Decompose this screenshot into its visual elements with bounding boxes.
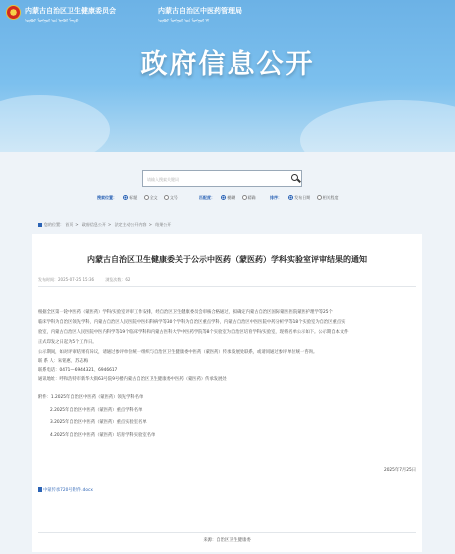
body-paragraph: 公示期间，如对评审结果有异议，请通过参评单位统一组织与自治区卫生健康委中医药（蒙医药）传承发展处联系，或请同通过参评单位统一咨询。 (38, 350, 318, 355)
breadcrumb-statutory[interactable]: 法定主动公开内容 (114, 222, 147, 227)
article-card (32, 234, 422, 552)
contact-address: 通讯地址：呼和浩特市新华大街63号院9号楼内蒙古自治区卫生健康委中医药（蒙医药）传承发展处 (38, 377, 227, 382)
dept-name-tcm-bureau[interactable]: 内蒙古自治区中医药管理局 ᠥᠪᠥᠷ ᠮᠣᠩᠭᠣᠯ ᠤᠨ ᠮᠣᠩᠭᠣᠯ ᠡᠮ (158, 7, 242, 23)
attachment-link[interactable]: 1.2025年自治区中医药（蒙医药）领先学科名单 (50, 395, 144, 400)
sign-date: 2025年7月25日 (383, 468, 416, 473)
body-paragraph: 正式印发之日起为5个工作日。 (38, 340, 97, 345)
article-title: 内蒙古自治区卫生健康委关于公示中医药（蒙医药）学科实验室评审结果的通知 (87, 255, 367, 264)
contact-phone: 联系电话：0471—6944321、6946617 (38, 368, 118, 373)
page-hero-title: 政府信息公开 (140, 49, 315, 80)
divider (38, 286, 416, 287)
scope-option-docno[interactable]: 文号 (164, 195, 178, 201)
body-paragraph: 根据全区第一轮中医药（蒙医药）学科/实验室评审工作安排，经自治区卫生健康委员会审核合格通过，拟确定内蒙古自治区国际蒙医医院蒙医护理学等25个 (38, 310, 333, 315)
search-button[interactable] (288, 171, 302, 186)
body-paragraph: 临床学科为自治区领先学科，内蒙古自治区人民医院中医妇科病学等30个学科为自治区重点学科，内蒙古自治区中医医院中药分析学等18个实验室为自治区重点实 (38, 320, 346, 325)
dept-name-health-commission[interactable]: 内蒙古自治区卫生健康委员会 ᠥᠪᠥᠷ ᠮᠣᠩᠭᠣᠯ ᠤᠨ ᠡᠷᠡᠭᠦᠯ ᠮᠡᠨᠳᠦ (25, 7, 116, 23)
search-scope-filter: 搜索位置： 标题 全文 文号 (97, 195, 178, 200)
national-emblem-icon[interactable] (6, 5, 21, 20)
cloud-decoration (300, 100, 455, 152)
sort-option-date[interactable]: 发布日期 (288, 195, 310, 201)
contact-person: 联 系 人：朱铭惠、苏志梅 (38, 359, 88, 364)
breadcrumb-home[interactable]: 首页 (65, 222, 74, 227)
publish-date: 发布时间：2025-07-25 15:36 (38, 277, 95, 282)
download-link[interactable]: 中蒙传承720号附件.docx (38, 487, 93, 493)
cloud-decoration (0, 95, 110, 152)
search-input[interactable]: 请输入搜索关键词 (142, 170, 302, 187)
view-count: 浏览次数：62 (105, 277, 131, 282)
breadcrumb-gov-info[interactable]: 政府信息公开 (81, 222, 106, 227)
attachment-link[interactable]: 3.2025年自治区中医药（蒙医药）重点实验室名单 (50, 420, 147, 425)
breadcrumb-results[interactable]: 结果公开 (155, 222, 172, 227)
attachment-link[interactable]: 2.2025年自治区中医药（蒙医药）重点学科名单 (50, 408, 143, 413)
document-icon (38, 487, 42, 492)
home-icon (38, 223, 42, 227)
article-source: 来源：自治区卫生健康委 (203, 538, 251, 543)
match-option-exact[interactable]: 精确 (242, 195, 256, 201)
attachment-list: 附件：1.2025年自治区中医药（蒙医药）领先学科名单 (38, 395, 144, 400)
scope-option-title[interactable]: 标题 (123, 195, 137, 201)
sort-option-relevance[interactable]: 相关程度 (317, 195, 339, 201)
body-paragraph: 验室，内蒙古自治区人民医院中医内科学等19个临床学科和内蒙古医科大学中医药学院等8个实验室为自治区培育学科/实验室，现将名单公示如下。公示期自本文件 (38, 330, 349, 335)
header-banner (0, 0, 455, 152)
attachment-link[interactable]: 4.2025年自治区中医药（蒙医药）培育学科实验室名单 (50, 433, 156, 438)
match-option-fuzzy[interactable]: 模糊 (221, 195, 235, 201)
article-meta (38, 277, 140, 283)
scope-option-fulltext[interactable]: 全文 (144, 195, 158, 201)
search-sort-filter: 排序： 发布日期 相关程度 (270, 195, 339, 200)
search-match-filter: 匹配度： 模糊 精确 (199, 195, 256, 200)
divider (38, 532, 416, 533)
breadcrumb: 您的位置： 首页 > 政府信息公开 > 法定主动公开内容 > 结果公开 (38, 222, 171, 228)
